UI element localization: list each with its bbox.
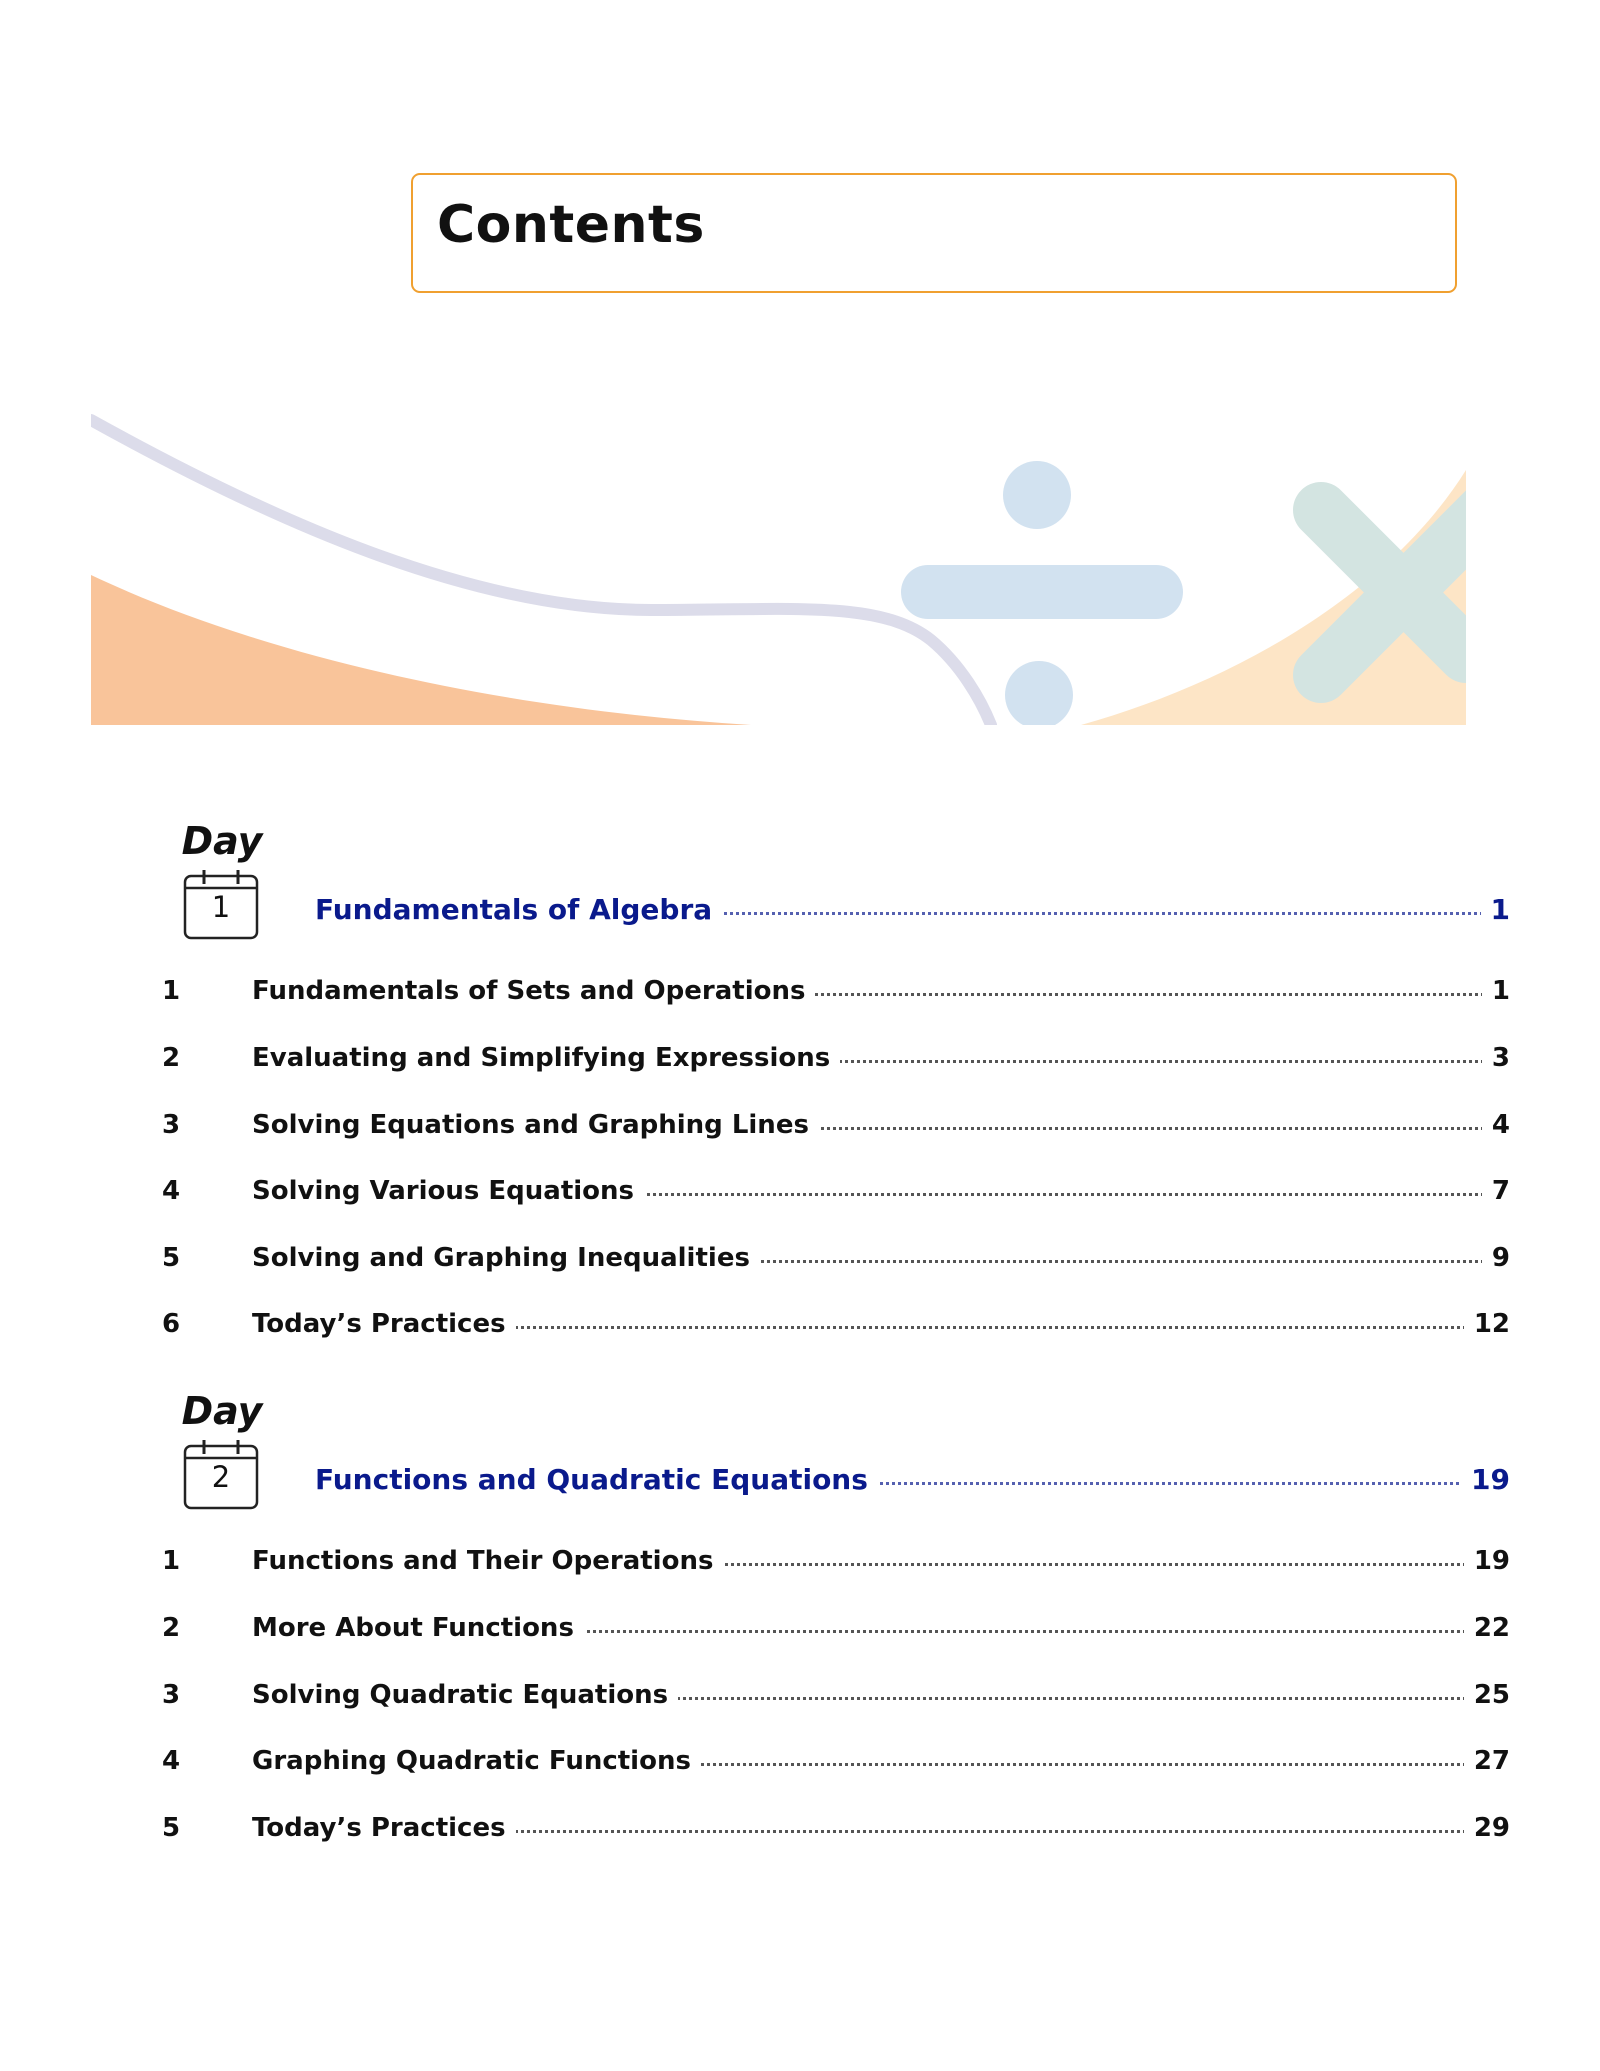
lesson-page-number: 25	[1464, 1675, 1510, 1715]
lesson-number: 1	[162, 1546, 181, 1576]
lesson-title: Evaluating and Simplifying Expressions	[252, 1038, 840, 1078]
lesson-title: Solving Equations and Graphing Lines	[252, 1105, 819, 1145]
lesson-page-number: 4	[1482, 1105, 1510, 1145]
lesson-page-number: 22	[1464, 1608, 1510, 1648]
lesson-number: 4	[162, 1176, 181, 1206]
chapter-row-day-1[interactable]	[0, 890, 1600, 930]
chapter-page-number: 19	[1461, 1460, 1510, 1500]
day-badge-1	[177, 819, 267, 952]
lesson-number: 2	[162, 1043, 181, 1073]
lesson-title: Functions and Their Operations	[252, 1541, 723, 1581]
chapter-page-number: 1	[1481, 890, 1510, 930]
day-number: 1	[211, 890, 231, 924]
lesson-number: 6	[162, 1309, 181, 1339]
decorative-math-banner	[91, 410, 1466, 725]
lesson-title: More About Functions	[252, 1608, 584, 1648]
lesson-number: 3	[162, 1680, 181, 1710]
contents-title-box	[411, 173, 1457, 293]
toc-row[interactable]	[0, 1038, 1600, 1078]
day-label: Day	[181, 1389, 263, 1433]
toc-row[interactable]	[0, 1675, 1600, 1715]
day-number: 2	[211, 1460, 231, 1494]
peach-wave	[91, 575, 751, 725]
toc-row[interactable]	[0, 1741, 1600, 1781]
lesson-title: Today’s Practices	[252, 1304, 516, 1344]
lesson-page-number: 12	[1464, 1304, 1510, 1344]
chapter-title: Fundamentals of Algebra	[315, 890, 722, 930]
divide-sign-icon	[901, 461, 1183, 725]
day-label: Day	[181, 819, 263, 863]
lesson-page-number: 3	[1482, 1038, 1510, 1078]
lesson-number: 5	[162, 1243, 181, 1273]
page-title: Contents	[437, 195, 705, 255]
toc-row[interactable]	[0, 971, 1600, 1011]
lesson-number: 1	[162, 976, 181, 1006]
chapter-title: Functions and Quadratic Equations	[315, 1460, 878, 1500]
toc-row[interactable]	[0, 1808, 1600, 1848]
toc-row[interactable]	[0, 1105, 1600, 1145]
lesson-title: Graphing Quadratic Functions	[252, 1741, 701, 1781]
toc-row[interactable]	[0, 1171, 1600, 1211]
toc-row[interactable]	[0, 1238, 1600, 1278]
lesson-title: Solving and Graphing Inequalities	[252, 1238, 760, 1278]
toc-row[interactable]	[0, 1541, 1600, 1581]
toc-row[interactable]	[0, 1304, 1600, 1344]
lesson-page-number: 19	[1464, 1541, 1510, 1581]
lesson-number: 3	[162, 1110, 181, 1140]
day-badge-2	[177, 1389, 267, 1522]
lesson-number: 4	[162, 1746, 181, 1776]
lesson-page-number: 1	[1482, 971, 1510, 1011]
lesson-title: Fundamentals of Sets and Operations	[252, 971, 815, 1011]
lesson-number: 2	[162, 1613, 181, 1643]
lesson-title: Solving Quadratic Equations	[252, 1675, 678, 1715]
lesson-page-number: 7	[1482, 1171, 1510, 1211]
lesson-page-number: 27	[1464, 1741, 1510, 1781]
lesson-title: Today’s Practices	[252, 1808, 516, 1848]
lesson-number: 5	[162, 1813, 181, 1843]
chapter-row-day-2[interactable]	[0, 1460, 1600, 1500]
lesson-page-number: 29	[1464, 1808, 1510, 1848]
toc-row[interactable]	[0, 1608, 1600, 1648]
lesson-title: Solving Various Equations	[252, 1171, 644, 1211]
lesson-page-number: 9	[1482, 1238, 1510, 1278]
